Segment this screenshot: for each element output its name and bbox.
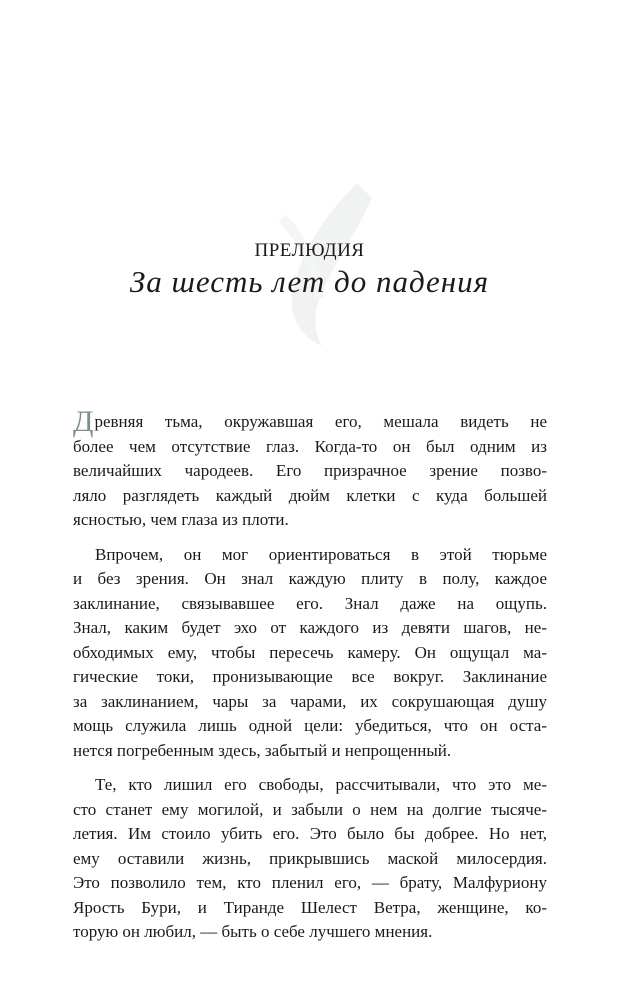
paragraph-line: сто станет ему могилой, и забыли о нем на долгие тысяче- xyxy=(73,799,547,819)
paragraph-3 xyxy=(73,773,547,945)
paragraph-line: летия. Им стоило убить его. Это было бы добрее. Но нет, xyxy=(73,824,547,843)
paragraph-line: величайших чародеев. Его призрачное зрение позво- xyxy=(73,461,547,480)
paragraph-line: Древняя тьма, окружавшая его, мешала видеть не xyxy=(73,405,547,438)
paragraph-line: Те, кто лишил его свободы, рассчитывали, что это ме- xyxy=(95,775,547,794)
chapter-title: За шесть лет до падения xyxy=(129,264,490,299)
paragraph-line: и без зрения. Он знал каждую плиту в полу, каждое xyxy=(73,569,547,588)
drop-cap: Д xyxy=(73,405,94,438)
body-text xyxy=(73,405,547,945)
paragraph-line: за заклинанием, чары за чарами, их сокрушающая душу xyxy=(73,691,547,711)
paragraph-line: Впрочем, он мог ориентироваться в этой тюрьме xyxy=(95,544,547,564)
paragraph-line: торую он любил, — быть о себе лучшего мнения. xyxy=(73,922,433,941)
paragraph-line: мощь служила лишь одной цели: убедиться, что он оста- xyxy=(73,716,547,735)
feather-watermark-icon xyxy=(262,178,382,348)
paragraph-line: ему оставили жизнь, прикрывшись маской милосердия. xyxy=(73,848,547,868)
paragraph-line: нется погребенным здесь, забытый и непрощенный. xyxy=(73,740,452,760)
paragraph-line: заклинание, связывавшее его. Знал даже на ощупь. xyxy=(73,593,547,613)
paragraph-2 xyxy=(73,543,547,764)
paragraph-line: Знал, каким будет эхо от каждого из девяти шагов, не- xyxy=(73,618,547,637)
paragraph-line: гические токи, пронизывающие все вокруг. Заклинание xyxy=(73,667,547,686)
chapter-label: ПРЕЛЮДИЯ xyxy=(254,240,365,261)
paragraph-line: более чем отсутствие глаз. Когда-то он был одним из xyxy=(73,436,547,456)
paragraph-1 xyxy=(73,405,547,533)
paragraph-line: Это позволило тем, кто пленил его, — брату, Малфуриону xyxy=(73,873,547,892)
paragraph-line: ясностью, чем глаза из плоти. xyxy=(73,510,289,529)
paragraph-line: обходимых ему, чтобы пересечь камеру. Он ощущал ма- xyxy=(73,642,547,662)
paragraph-line: Ярость Бури, и Тиранде Шелест Ветра, женщине, ко- xyxy=(73,897,547,917)
paragraph-line: ляло разглядеть каждый дюйм клетки с куда большей xyxy=(73,485,547,505)
